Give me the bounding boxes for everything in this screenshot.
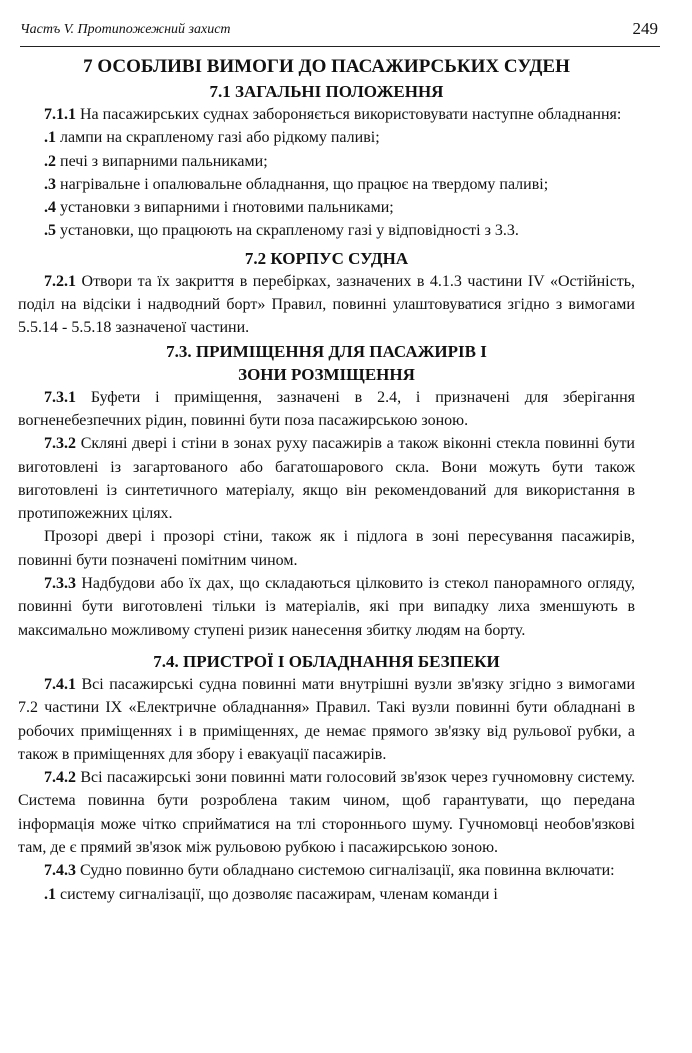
paragraph-text: На пасажирських суднах забороняється використовувати наступне обладнання: bbox=[76, 106, 622, 123]
paragraph-number: 7.1.1 bbox=[44, 106, 76, 123]
section-heading-7-2: 7.2 КОРПУС СУДНА bbox=[244, 248, 409, 268]
header-rule bbox=[20, 46, 660, 47]
item-text: систему сигналізації, що дозволяє пасажирам, членам команди і bbox=[56, 885, 498, 903]
item-number: .2 bbox=[44, 152, 56, 170]
page-body bbox=[18, 54, 635, 906]
paragraph-number: 7.3.3 bbox=[44, 575, 76, 593]
item-number: .1 bbox=[44, 885, 56, 903]
list-item-1 bbox=[18, 126, 635, 149]
list-item-5 bbox=[18, 219, 635, 242]
item-number: .3 bbox=[44, 175, 56, 193]
list-item-2 bbox=[18, 150, 635, 173]
paragraph-number: 7.3.2 bbox=[44, 435, 76, 453]
paragraph-number: 7.4.2 bbox=[44, 769, 76, 787]
paragraph-text: Прозорі двері і прозорі стіни, також як і підлога в зоні пересування пасажирів, повинні бути позначені помітним чином. bbox=[18, 528, 635, 569]
paragraph-7-4-1 bbox=[18, 673, 635, 766]
item-text: печі з випарними пальниками; bbox=[56, 152, 268, 170]
paragraph-number: 7.3.1 bbox=[44, 388, 76, 406]
item-text: установки з випарними і ґнотовими пальниками; bbox=[56, 199, 394, 217]
item-number: .1 bbox=[44, 129, 56, 147]
paragraph-number: 7.4.3 bbox=[44, 862, 76, 880]
paragraph-text: Надбудови або їх дах, що складаються цілковито із стекол панорамного огляду, повинні бути виготовлені тільки із матеріалів, які при випадку лиха зменшують в максимально можливому ступені ризик нанесення збитку людям на борту. bbox=[18, 575, 635, 639]
item-text: нагрівальне і опалювальне обладнання, що працює на твердому паливі; bbox=[56, 175, 549, 193]
item-text: лампи на скрапленому газі або рідкому паливі; bbox=[56, 129, 380, 147]
item-text: установки, що працюють на скрапленому газі у відповідності з 3.3. bbox=[56, 222, 519, 240]
paragraph-number: 7.4.1 bbox=[44, 675, 76, 693]
section-heading-7-4: 7.4. ПРИСТРОЇ І ОБЛАДНАННЯ БЕЗПЕКИ bbox=[153, 651, 500, 671]
list-item-3 bbox=[18, 173, 635, 196]
list-item-4 bbox=[18, 196, 635, 219]
paragraph-7-1-1 bbox=[18, 103, 635, 126]
paragraph-text: Отвори та їх закриття в перебірках, зазначених в 4.1.3 частини IV «Остійність, поділ на відсіки і надводний борт» Правил, повинні улаштовуватися згідно з вимогами 5.5.14 - 5.5.18 зазначеної частини. bbox=[18, 272, 635, 337]
paragraph-7-2-1 bbox=[18, 270, 635, 340]
section-heading-7-3-line2: ЗОНИ РОЗМІЩЕННЯ bbox=[238, 364, 415, 384]
paragraph-text: Скляні двері і стіни в зонах руху пасажирів а також віконні стекла повинні бути виготовлені із загартованого або багатошарового скла. Вони можуть бути також виготовлені із синтетичного матеріалу, якщо він рекомендований для використання в протипожежних цілях. bbox=[18, 435, 635, 523]
item-number: .4 bbox=[44, 199, 56, 217]
paragraph-number: 7.2.1 bbox=[44, 272, 76, 290]
paragraph-text: Всі пасажирські зони повинні мати голосовий зв'язок через гучномовну систему. Система повинна бути розроблена таким чином, щоб гарантувати, що передана інформація може чітко сприйматися на тлі стороннього шуму. Гучномовці необов'язкові там, де є прямий зв'язок між рульовою рубкою і пасажирською зоною. bbox=[18, 769, 635, 857]
chapter-title: 7 ОСОБЛИВІ ВИМОГИ ДО ПАСАЖИРСЬКИХ СУДЕН bbox=[83, 56, 570, 77]
section-heading-7-3-line1: 7.3. ПРИМІЩЕННЯ ДЛЯ ПАСАЖИРІВ І bbox=[166, 341, 487, 361]
section-heading-7-1: 7.1 ЗАГАЛЬНІ ПОЛОЖЕННЯ bbox=[209, 82, 444, 101]
paragraph-text: Буфети і приміщення, зазначені в 2.4, і призначені для зберігання вогненебезпечних рідин, повинні бути поза пасажирською зоною. bbox=[18, 388, 635, 429]
item-number: .5 bbox=[44, 222, 56, 240]
page-number: 249 bbox=[632, 19, 658, 38]
paragraph-7-3-2 bbox=[18, 432, 635, 525]
paragraph-7-3-2-cont bbox=[18, 525, 635, 572]
paragraph-7-4-2 bbox=[18, 766, 635, 859]
running-title: Частъ V. Протипожежний захист bbox=[20, 22, 231, 37]
paragraph-7-3-3 bbox=[18, 572, 635, 642]
paragraph-text: Всі пасажирські судна повинні мати внутрішні вузли зв'язку згідно з вимогами 7.2 частини IX «Електричне обладнання» Правил. Такі вузли повинні бути обладнані в робочих приміщеннях і в приміщеннях, де немає прямого зв'язку від рульової рубки, а також в приміщеннях для збору і евакуації пасажирів. bbox=[18, 675, 635, 763]
list-item-7-4-3-1 bbox=[18, 883, 635, 906]
paragraph-7-3-1 bbox=[18, 386, 635, 433]
running-header bbox=[20, 19, 658, 42]
paragraph-text: Судно повинно бути обладнано системою сигналізації, яка повинна включати: bbox=[76, 862, 615, 880]
paragraph-7-4-3 bbox=[18, 859, 635, 882]
